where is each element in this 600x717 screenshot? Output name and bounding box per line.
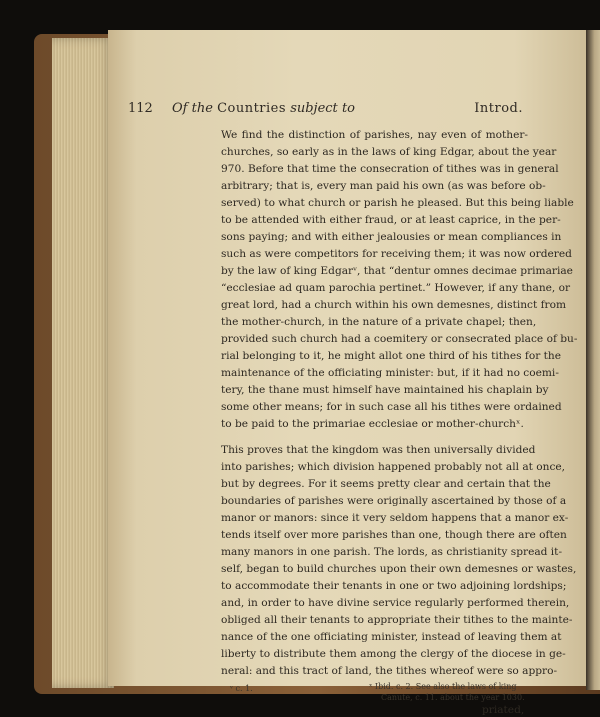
text-line: maintenance of the officiating minister: but, if it had no coemi-	[221, 367, 559, 379]
text-line: boundaries of parishes were originally ascertained by those of a	[221, 495, 567, 507]
text-line: neral: and this tract of land, the tithes whereof were so appro-	[221, 665, 558, 677]
text-line: provided such church had a coemitery or consecrated place of bu-	[221, 333, 578, 345]
text-line: by the law of king Edgarᵛ, that “dentur omnes decimae primariae	[221, 265, 573, 277]
footnote-left: ᵛ c. 1.	[230, 684, 253, 693]
page-number: 112	[128, 101, 153, 116]
running-title-countries: Countries	[217, 101, 287, 116]
text-line: served) to what church or parish he pleased. But this being liable	[221, 197, 574, 209]
running-title-the: the	[191, 101, 213, 116]
text-line: and, in order to have divine service regularly performed therein,	[221, 597, 570, 609]
page-edges	[52, 38, 114, 688]
running-title-of: Of	[172, 101, 188, 116]
text-line: obliged all their tenants to appropriate their tithes to the mainte-	[221, 614, 573, 626]
running-header	[128, 101, 523, 117]
text-line: arbitrary; that is, every man paid his own (as was before ob-	[221, 180, 546, 192]
text-line: nance of the one officiating minister, instead of leaving them at	[221, 631, 562, 643]
running-title-subject: subject	[290, 101, 338, 116]
text-line: great lord, had a church within his own demesnes, distinct from	[221, 299, 567, 311]
text-line: 970. Before that time the consecration of tithes was in general	[221, 163, 559, 175]
text-line: manor or manors: since it very seldom happens that a manor ex-	[221, 512, 569, 524]
text-line: “ecclesiae ad quam parochia pertinet.” However, if any thane, or	[221, 282, 571, 294]
text-line: the mother-church, in the nature of a private chapel; then,	[221, 316, 537, 328]
catchword: priated,	[482, 704, 525, 716]
text-line: tends itself over more parishes than one, though there are often	[221, 529, 567, 541]
text-line: liberty to distribute them among the clergy of the diocese in ge-	[221, 648, 566, 660]
running-title	[172, 101, 355, 116]
text-line: such as were competitors for receiving them; it was now ordered	[221, 248, 572, 260]
text-line: many manors in one parish. The lords, as christianity spread it-	[221, 546, 563, 558]
text-line: rial belonging to it, he might allot one third of his tithes for the	[221, 350, 561, 362]
text-line: into parishes; which division happened probably not all at once,	[221, 461, 566, 473]
text-line: but by degrees. For it seems pretty clear and certain that the	[221, 478, 551, 490]
footnote-right-line2: Canute, c. 11. about the year 1030.	[381, 693, 525, 702]
text-line: We find the distinction of parishes, nay even of mother-	[221, 129, 528, 141]
text-line: sons paying; and with either jealousies or mean compliances in	[221, 231, 562, 243]
text-line: some other means; for in such case all his tithes were ordained	[221, 401, 562, 413]
running-title-right: Introd.	[474, 101, 523, 116]
text-line: to be paid to the primariae ecclesiae or mother-churchˣ.	[221, 418, 524, 430]
text-line: self, began to build churches upon their own demesnes or wastes,	[221, 563, 577, 575]
footnote-right-line1: ˣ Ibid. c. 2. See also the laws of king	[369, 682, 517, 691]
text-line: tery, the thane must himself have maintained his chaplain by	[221, 384, 549, 396]
running-title-to: to	[341, 101, 355, 116]
text-line: to accommodate their tenants in one or two adjoining lordships;	[221, 580, 567, 592]
text-line: This proves that the kingdom was then universally divided	[221, 444, 536, 456]
text-line: churches, so early as in the laws of king Edgar, about the year	[221, 146, 557, 158]
text-line: to be attended with either fraud, or at least caprice, in the per-	[221, 214, 561, 226]
facing-page-edge	[586, 30, 600, 690]
